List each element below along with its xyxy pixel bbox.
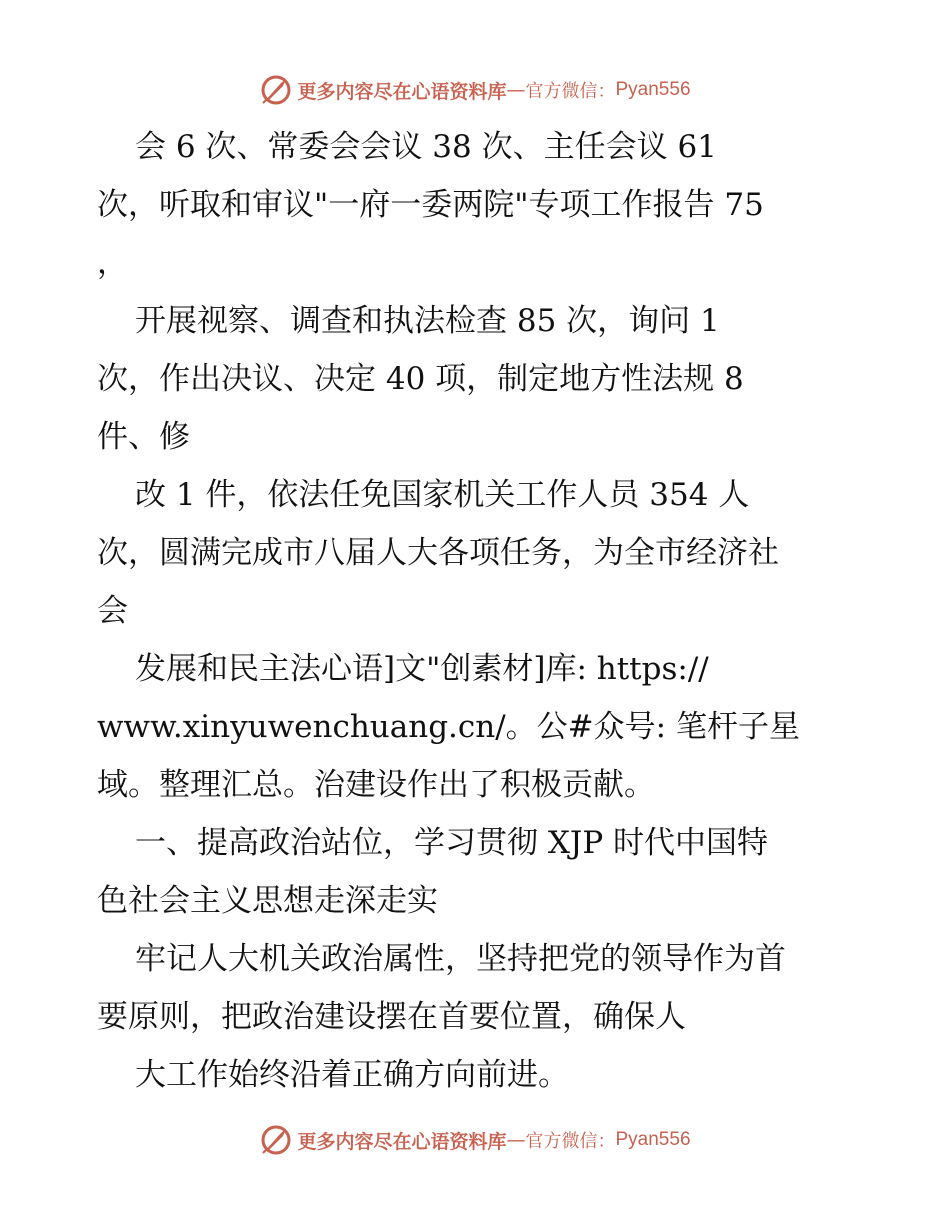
text-line: 会 6 次、常委会会议 38 次、主任会议 61 [135,129,717,165]
text-line: 次，听取和审议"一府一委两院"专项工作报告 75 [97,187,764,223]
footer-official-label: 官方微信： [525,1131,616,1152]
text-line: 件、修 [97,419,190,455]
footer-banner [0,1120,950,1160]
footer-brand-text: 更多内容尽在心语资料库 [297,1130,507,1153]
quill-logo-icon [259,1123,293,1157]
text-line: 开展视察、调查和执法检查 85 次，询问 1 [135,303,720,339]
header-official-label: 官方微信： [525,81,616,102]
header-brand-text: 更多内容尽在心语资料库 [297,80,507,103]
section-heading: 一、提高政治站位，学习贯彻 XJP 时代中国特 [135,825,769,861]
header-banner [0,70,950,110]
text-line: 次，圆满完成市八届人大各项任务，为全市经济社 [97,535,779,571]
text-line: ， [97,245,128,281]
footer-wechat-id: Pyan556 [615,1129,691,1150]
text-line: 改 1 件，依法任免国家机关工作人员 354 人 [135,477,750,513]
text-line: 会 [97,593,128,629]
footer-dash: — [506,1129,526,1151]
section-heading-cont: 色社会主义思想走深走实 [97,883,438,919]
quill-logo-icon [259,73,293,107]
text-line: 次，作出决议、决定 40 项，制定地方性法规 8 [97,361,744,397]
text-line: 大工作始终沿着正确方向前进。 [135,1057,569,1093]
text-line: 发展和民主法心语]文"创素材]库: https:// [135,651,709,687]
text-line: 牢记人大机关政治属性，坚持把党的领导作为首 [135,941,786,977]
text-line: 域。整理汇总。治建设作出了积极贡献。 [97,767,655,803]
text-line: www.xinyuwenchuang.cn/。公#众号: 笔杆子星 [97,709,800,745]
text-line: 要原则，把政治建设摆在首要位置，确保人 [97,999,686,1035]
document-body [97,118,867,1104]
header-wechat-id: Pyan556 [615,79,691,100]
header-dash: — [506,79,526,101]
